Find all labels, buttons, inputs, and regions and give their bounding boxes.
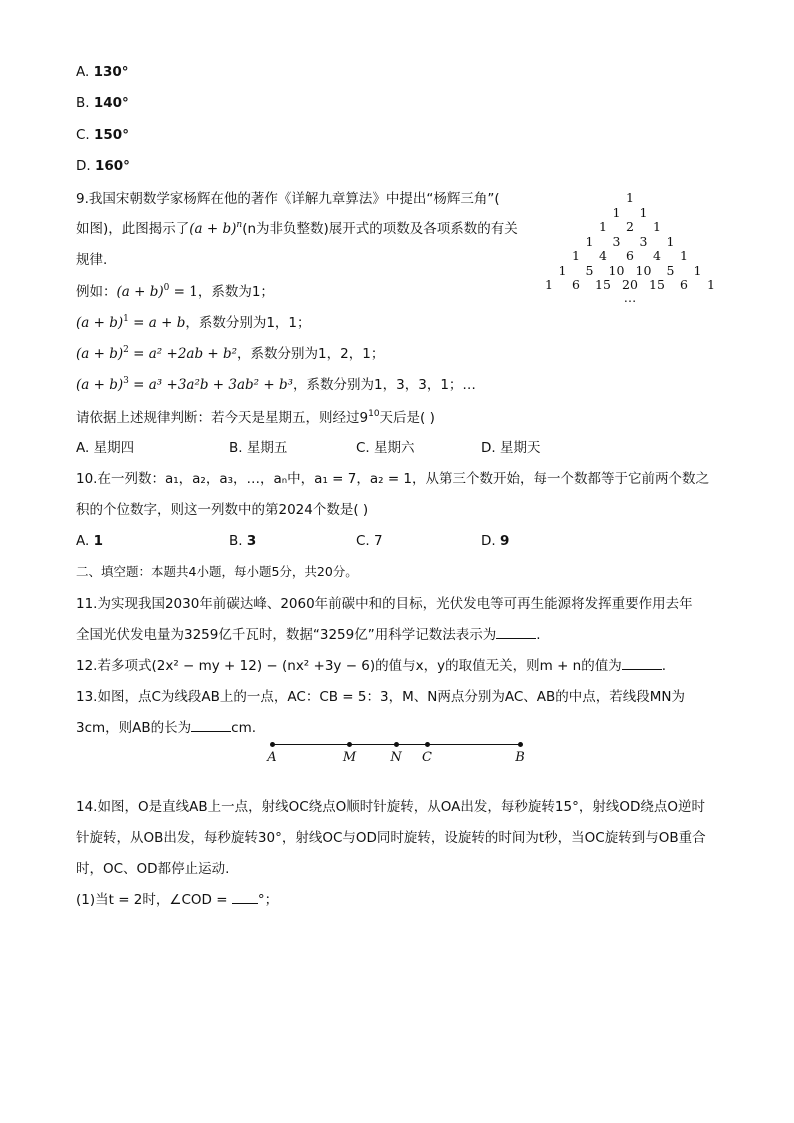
answer-blank[interactable] bbox=[191, 719, 231, 732]
triangle-number: 5 bbox=[585, 262, 594, 278]
q12-line: 12.若多项式(2x² − my + 12) − (nx² +3y − 6)的值与x，y的取值无关，则m + n的值为 . bbox=[76, 658, 667, 674]
triangle-ellipsis: … bbox=[623, 289, 637, 305]
triangle-number: 20 bbox=[622, 277, 638, 292]
triangle-number: 1 bbox=[639, 204, 648, 220]
triangle-number: 1 bbox=[653, 219, 661, 234]
triangle-number: 1 bbox=[693, 262, 702, 278]
q13-line2: 3cm，则AB的长为 cm. bbox=[76, 720, 257, 736]
q9-option-d: D. 星期天 bbox=[481, 440, 541, 456]
triangle-number: 6 bbox=[680, 277, 688, 292]
q14-line3: 时，OC、OD都停止运动. bbox=[76, 861, 230, 877]
segment-label-c: C bbox=[422, 750, 432, 765]
triangle-number: 1 bbox=[626, 190, 634, 205]
segment-point-a bbox=[270, 742, 275, 747]
q9-line1: 9.我国宋朝数学家杨辉在他的著作《详解九章算法》中提出“杨辉三角”( bbox=[76, 191, 500, 207]
q14-line2: 针旋转，从OB出发，每秒旋转30°，射线OC与OD同时旋转，设旋转的时间为t秒，当OC旋转到与OB重合 bbox=[76, 830, 706, 846]
triangle-number: 1 bbox=[585, 233, 594, 249]
q9-option-a: A. 星期四 bbox=[76, 440, 135, 456]
q9-example-2: $(a + b)^2 = a^2 +2ab + b^2$，系数分别为1，2，1； bbox=[76, 345, 385, 362]
section-2-header: 二、填空题：本题共4小题，每小题5分，共20分。 bbox=[76, 564, 358, 579]
triangle-number: 4 bbox=[599, 248, 607, 263]
triangle-number: 6 bbox=[626, 248, 634, 263]
q9-question: 请依据上述规律判断：若今天是星期五，则经过$9^{10}$天后是( ) bbox=[76, 409, 435, 426]
triangle-number: 1 bbox=[558, 262, 567, 278]
triangle-number: 1 bbox=[680, 248, 688, 263]
triangle-row bbox=[545, 219, 715, 234]
q10-option-c: C. 7 bbox=[356, 533, 383, 549]
triangle-number: 1 bbox=[666, 233, 675, 249]
q9-example-1: $(a + b)^1 = a + b$，系数分别为1，1； bbox=[76, 314, 311, 331]
segment-label-m: M bbox=[342, 750, 357, 765]
triangle-row bbox=[545, 190, 715, 205]
q10-option-d: D. 9 bbox=[481, 533, 510, 549]
q14-line1: 14.如图，O是直线AB上一点，射线OC绕点O顺时针旋转，从OA出发，每秒旋转15°，射线OD绕点O逆时 bbox=[76, 799, 705, 815]
triangle-row bbox=[545, 234, 715, 249]
triangle-number: 4 bbox=[653, 248, 661, 263]
triangle-number: 15 bbox=[649, 277, 665, 292]
triangle-number: 1 bbox=[572, 248, 580, 263]
triangle-number: 5 bbox=[666, 262, 675, 278]
triangle-number: 10 bbox=[608, 262, 625, 278]
triangle-number: 2 bbox=[626, 219, 634, 234]
triangle-number: 1 bbox=[707, 277, 715, 292]
q8-option-c: C. 150° bbox=[76, 127, 129, 143]
triangle-number: 3 bbox=[639, 233, 648, 249]
triangle-number: 3 bbox=[612, 233, 621, 249]
q9-option-c: C. 星期六 bbox=[356, 440, 415, 456]
triangle-row bbox=[545, 248, 715, 263]
segment-label-b: B bbox=[515, 750, 525, 765]
answer-blank[interactable] bbox=[496, 626, 536, 639]
q14-sub1: (1)当t = 2时，∠COD = °； bbox=[76, 892, 279, 908]
segment-label-n: N bbox=[390, 750, 402, 765]
triangle-number: 1 bbox=[599, 219, 607, 234]
q8-option-b: B. 140° bbox=[76, 95, 129, 111]
q8-option-d: D. 160° bbox=[76, 158, 130, 174]
segment-label-a: A bbox=[267, 750, 277, 765]
triangle-row bbox=[545, 205, 715, 220]
q8-option-a: A. 130° bbox=[76, 64, 129, 80]
answer-blank[interactable] bbox=[622, 657, 662, 670]
segment-point-c bbox=[425, 742, 430, 747]
pascal-triangle-figure bbox=[545, 190, 715, 310]
triangle-number: 1 bbox=[612, 204, 621, 220]
q11-line1: 11.为实现我国2030年前碳达峰、2060年前碳中和的目标，光伏发电等可再生能源将发挥重要作用去年 bbox=[76, 596, 693, 612]
q10-line2: 积的个位数字，则这一列数中的第2024个数是( ) bbox=[76, 502, 369, 518]
q13-line1: 13.如图，点C为线段AB上的一点，AC：CB = 5：3，M、N两点分别为AC、AB的中点，若线段MN为 bbox=[76, 689, 685, 705]
q9-option-b: B. 星期五 bbox=[229, 440, 288, 456]
q9-line3: 规律. bbox=[76, 252, 108, 268]
q10-option-b: B. 3 bbox=[229, 533, 257, 549]
segment-point-n bbox=[394, 742, 399, 747]
segment-point-m bbox=[347, 742, 352, 747]
triangle-number: 1 bbox=[545, 277, 553, 292]
q9-line2: 如图)，此图揭示了$(a + b)^n(n$为非负整数)展开式的项数及各项系数的有关 bbox=[76, 220, 518, 237]
segment-figure bbox=[262, 736, 532, 772]
triangle-row bbox=[545, 263, 715, 278]
q11-line2: 全国光伏发电量为3259亿千瓦时，数据“3259亿”用科学记数法表示为 . bbox=[76, 627, 541, 643]
answer-blank[interactable] bbox=[232, 891, 258, 904]
triangle-number: 15 bbox=[595, 277, 611, 292]
triangle-number: 10 bbox=[635, 262, 652, 278]
q10-option-a: A. 1 bbox=[76, 533, 103, 549]
triangle-number: 6 bbox=[572, 277, 580, 292]
q10-line1: 10.在一列数：a₁，a₂，a₃，…，aₙ中，a₁ = 7，a₂ = 1，从第三个数开始，每一个数都等于它前两个数之 bbox=[76, 471, 710, 487]
q9-example-0: 例如：$(a + b)^0 = 1$，系数为1； bbox=[76, 283, 274, 300]
q9-example-3: $(a + b)^3 = a^3 +3a^2b + 3ab^2 + b^3$，系数分别为1，3，3，1；… bbox=[76, 376, 476, 393]
segment-point-b bbox=[518, 742, 523, 747]
